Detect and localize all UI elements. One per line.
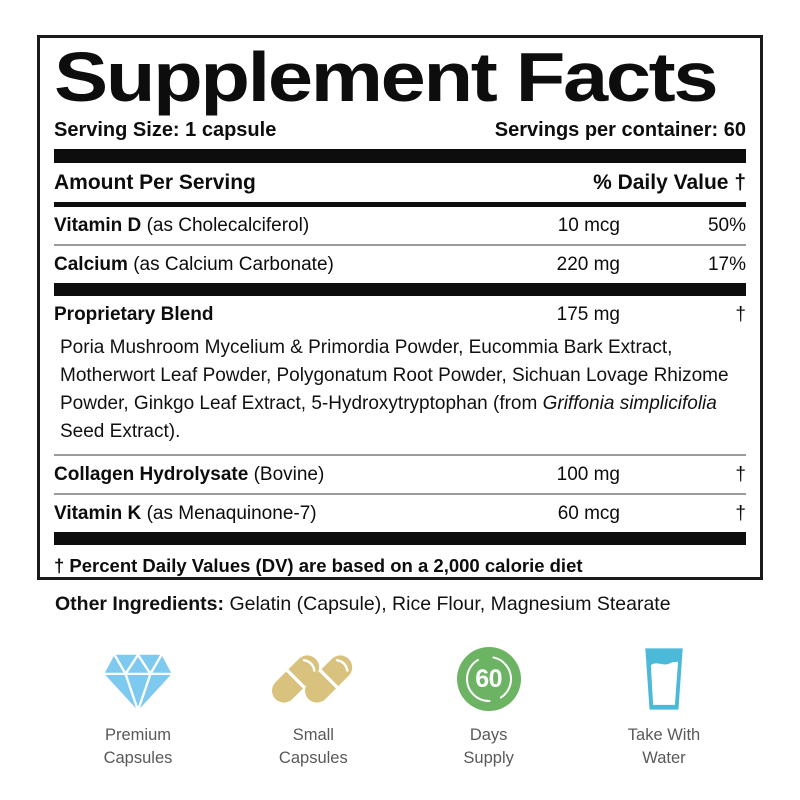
blend-amount: 175 mg xyxy=(556,304,620,325)
blend-ingredients-text xyxy=(54,333,746,454)
footnote-daily-values: † Percent Daily Values (DV) are based on a 2,000 calorie diet xyxy=(54,555,583,576)
feature-label-line: Days xyxy=(469,726,508,744)
thick-rule-mid xyxy=(54,283,746,296)
thick-rule-top xyxy=(54,149,746,163)
nutrient-form: (as Cholecalciferol) xyxy=(146,215,310,236)
nutrient-form: (Bovine) xyxy=(253,464,325,485)
nutrient-amount: 220 mg xyxy=(556,254,620,275)
amount-per-serving-header: Amount Per Serving xyxy=(54,171,256,194)
feature-take-with-water xyxy=(584,645,744,770)
nutrient-row-vitamin-k xyxy=(54,495,746,532)
nutrient-row-vitamin-d xyxy=(54,207,746,244)
feature-label-line: Supply xyxy=(463,749,514,767)
feature-label-line: Capsules xyxy=(278,749,348,767)
blend-ingredients-end: Seed Extract). xyxy=(60,421,181,442)
nutrient-daily-value: † xyxy=(735,503,746,524)
feature-label-line: Capsules xyxy=(103,749,173,767)
daily-value-header: % Daily Value † xyxy=(593,171,746,194)
nutrient-form: (as Menaquinone-7) xyxy=(146,503,317,524)
feature-premium-capsules xyxy=(58,645,218,770)
feature-label-line: Water xyxy=(642,749,686,767)
supplement-facts-panel xyxy=(37,35,763,580)
nutrient-amount: 60 mcg xyxy=(557,503,620,524)
feature-days-supply xyxy=(409,645,569,770)
column-header-row xyxy=(54,163,746,202)
panel-title: Supplement Facts xyxy=(54,38,717,116)
nutrient-form: (as Calcium Carbonate) xyxy=(133,254,334,275)
footnote-not-established xyxy=(54,579,746,580)
servings-per-container: Servings per container: 60 xyxy=(494,119,746,141)
footnotes xyxy=(54,545,746,580)
nutrient-amount: 10 mcg xyxy=(557,215,620,236)
other-ingredients-label: Other Ingredients: xyxy=(55,593,225,615)
feature-label-line: Take With xyxy=(627,726,701,744)
capsules-icon xyxy=(266,646,360,712)
feature-small-capsules xyxy=(233,645,393,770)
days-supply-count: 60 xyxy=(475,664,503,693)
nutrient-row-collagen xyxy=(54,456,746,493)
blend-ingredients-regular: Poria Mushroom Mycelium & Primordia Powder, Eucommia Bark Extract, Motherwort Leaf Powder, Polygonatum Root Powder, Sichuan Lovage Rhizome Powder, Ginkgo Leaf Extract, 5-Hydroxytryptophan (from xyxy=(60,337,729,414)
feature-icons-row xyxy=(58,645,744,770)
other-ingredients-value: Gelatin (Capsule), Rice Flour, Magnesium Stearate xyxy=(229,593,671,615)
thick-rule-bottom xyxy=(54,532,746,545)
nutrient-name: Vitamin K xyxy=(54,503,142,524)
feature-label-line: Small xyxy=(292,726,334,744)
nutrient-name: Vitamin D xyxy=(54,215,142,236)
other-ingredients xyxy=(55,593,671,616)
nutrient-name: Collagen Hydrolysate xyxy=(54,464,249,485)
nutrient-daily-value: 50% xyxy=(707,215,746,236)
blend-name: Proprietary Blend xyxy=(54,304,214,325)
nutrient-row-calcium xyxy=(54,246,746,283)
nutrient-name: Calcium xyxy=(54,254,128,275)
diamond-icon xyxy=(99,646,177,712)
nutrient-daily-value: 17% xyxy=(707,254,746,275)
nutrient-amount: 100 mg xyxy=(556,464,620,485)
nutrient-daily-value: † xyxy=(735,464,746,485)
serving-size: Serving Size: 1 capsule xyxy=(54,119,277,141)
blend-ingredients-species: Griffonia simplicifolia xyxy=(542,393,717,414)
feature-label-line: Premium xyxy=(104,726,171,744)
serving-info-row xyxy=(54,119,746,142)
water-glass-icon xyxy=(636,645,692,713)
nutrient-row-proprietary-blend xyxy=(54,296,746,333)
days-supply-icon xyxy=(457,647,521,711)
blend-daily-value: † xyxy=(735,304,746,325)
